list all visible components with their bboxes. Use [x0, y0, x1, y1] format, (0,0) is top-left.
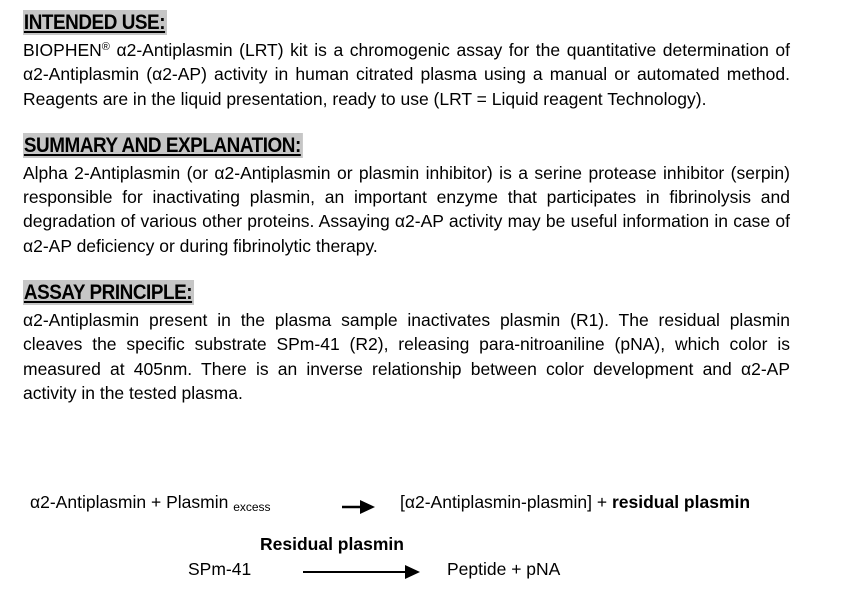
heading-summary: SUMMARY AND EXPLANATION: [23, 133, 301, 157]
section-summary [23, 133, 790, 258]
reaction-1-excess-subscript: excess [233, 500, 271, 514]
reaction-2-catalyst: Residual plasmin [260, 534, 404, 554]
reaction-1-complex: [α2-Antiplasmin-plasmin] + [400, 492, 608, 512]
document-page [23, 10, 790, 405]
summary-text: Alpha 2-Antiplasmin (or α2-Antiplasmin or plasmin inhibitor) is a serine protease inhibitor (serpin) responsible for inactivating plasmin, an important enzyme that participates in fibrinolysis and degradation of various other proteins. Assaying α2-AP activity may be useful information in case of α2-AP deficiency or during fibrinolytic therapy. [23, 162, 790, 256]
reaction-2-arrow-icon [303, 563, 421, 581]
registered-mark: ® [101, 41, 110, 53]
heading-intended-use: INTENDED USE: [23, 11, 166, 34]
brand-name: BIOPHEN [23, 40, 102, 60]
reaction-1-reactants: α2-Antiplasmin + Plasmin [30, 492, 229, 512]
reaction-1-left [30, 492, 271, 514]
section-assay-principle [23, 280, 790, 405]
heading-assay-principle: ASSAY PRINCIPLE: [23, 281, 193, 305]
section-intended-use [23, 10, 790, 111]
assay-principle-text: α2-Antiplasmin present in the plasma sample inactivates plasmin (R1). The residual plasmin cleaves the specific substrate SPm-41 (R2), releasing para-nitroaniline (pNA), which color is measured at 405nm. There is an inverse relationship between color development and α2-AP activity in the tested plasma. [23, 310, 790, 403]
reaction-1-residual-plasmin: residual plasmin [611, 492, 751, 512]
reaction-1-right [400, 492, 750, 513]
reaction-2-products: Peptide + pNA [447, 559, 561, 579]
intended-use-body: α2-Antiplasmin (LRT) kit is a chromogenic assay for the quantitative determination of α2-Antiplasmin (α2-AP) activity in human citrated plasma using a manual or automated method. Reagents are in the liquid presentation, ready to use (LRT = Liquid reagent Technology). [23, 40, 790, 109]
reaction-2-substrate: SPm-41 [188, 559, 252, 579]
intended-use-text [23, 38, 790, 111]
reaction-1-arrow-icon [342, 498, 376, 516]
